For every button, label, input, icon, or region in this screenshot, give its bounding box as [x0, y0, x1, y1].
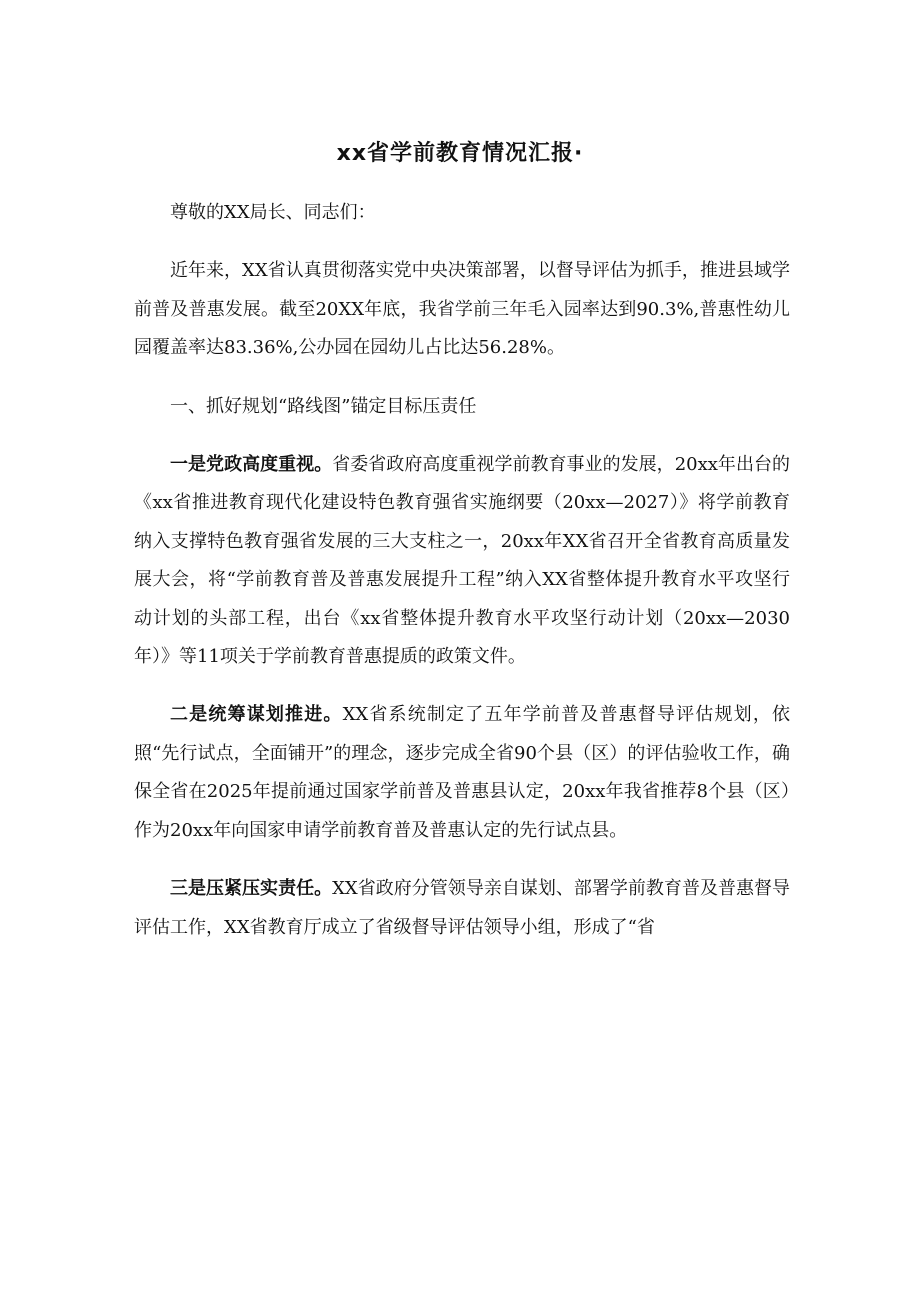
point-text-2: XX省系统制定了五年学前普及普惠督导评估规划，依照“先行试点，全面铺开”的理念，逐步完成全省90个县（区）的评估验收工作，确保全省在2025年提前通过国家学前普及普惠县认定，20xx年我省推荐8个县（区）作为20xx年向国家申请学前教育普及普惠认定的先行试点县。 — [134, 704, 790, 841]
point-text-1: 省委省政府高度重视学前教育事业的发展，20xx年出台的《xx省推进教育现代化建设特色教育强省实施纲要（20xx—2027）》将学前教育纳入支撑特色教育强省发展的三大支柱之一，20xx年XX省召开全省教育高质量发展大会，将“学前教育普及普惠发展提升工程”纳入XX省整体提升教育水平攻坚行动计划的头部工程，出台《xx省整体提升教育水平攻坚行动计划（20xx—2030年）》等11项关于学前教育普惠提质的政策文件。 — [134, 454, 791, 668]
section-heading: 一、抓好规划“路线图”锚定目标压责任 — [170, 395, 477, 417]
salutation: 尊敬的XX局长、同志们： — [170, 202, 376, 223]
intro-paragraph: 近年来，XX省认真贯彻落实党中央决策部署，以督导评估为抓手，推进县域学前普及普惠发展。截至20XX年底，我省学前三年毛入园率达到90.3%,普惠性幼儿园覆盖率达83.36%,公办园在园幼儿占比达56.28%。 — [134, 260, 790, 359]
point-text-3: XX省政府分管领导亲自谋划、部署学前教育普及普惠督导评估工作，XX省教育厅成立了省级督导评估领导小组，形成了“省 — [134, 878, 790, 938]
point-lead-2: 二是统筹谋划推进。 — [170, 704, 343, 726]
point-paragraph-2 — [134, 696, 790, 850]
point-paragraph-1 — [134, 446, 790, 676]
point-paragraph-3 — [134, 870, 790, 947]
point-lead-3: 三是压紧压实责任。 — [170, 878, 333, 900]
document-title: xx省学前教育情况汇报· — [336, 141, 584, 166]
point-lead-1: 一是党政高度重视。 — [170, 454, 333, 476]
document-body — [134, 194, 790, 947]
